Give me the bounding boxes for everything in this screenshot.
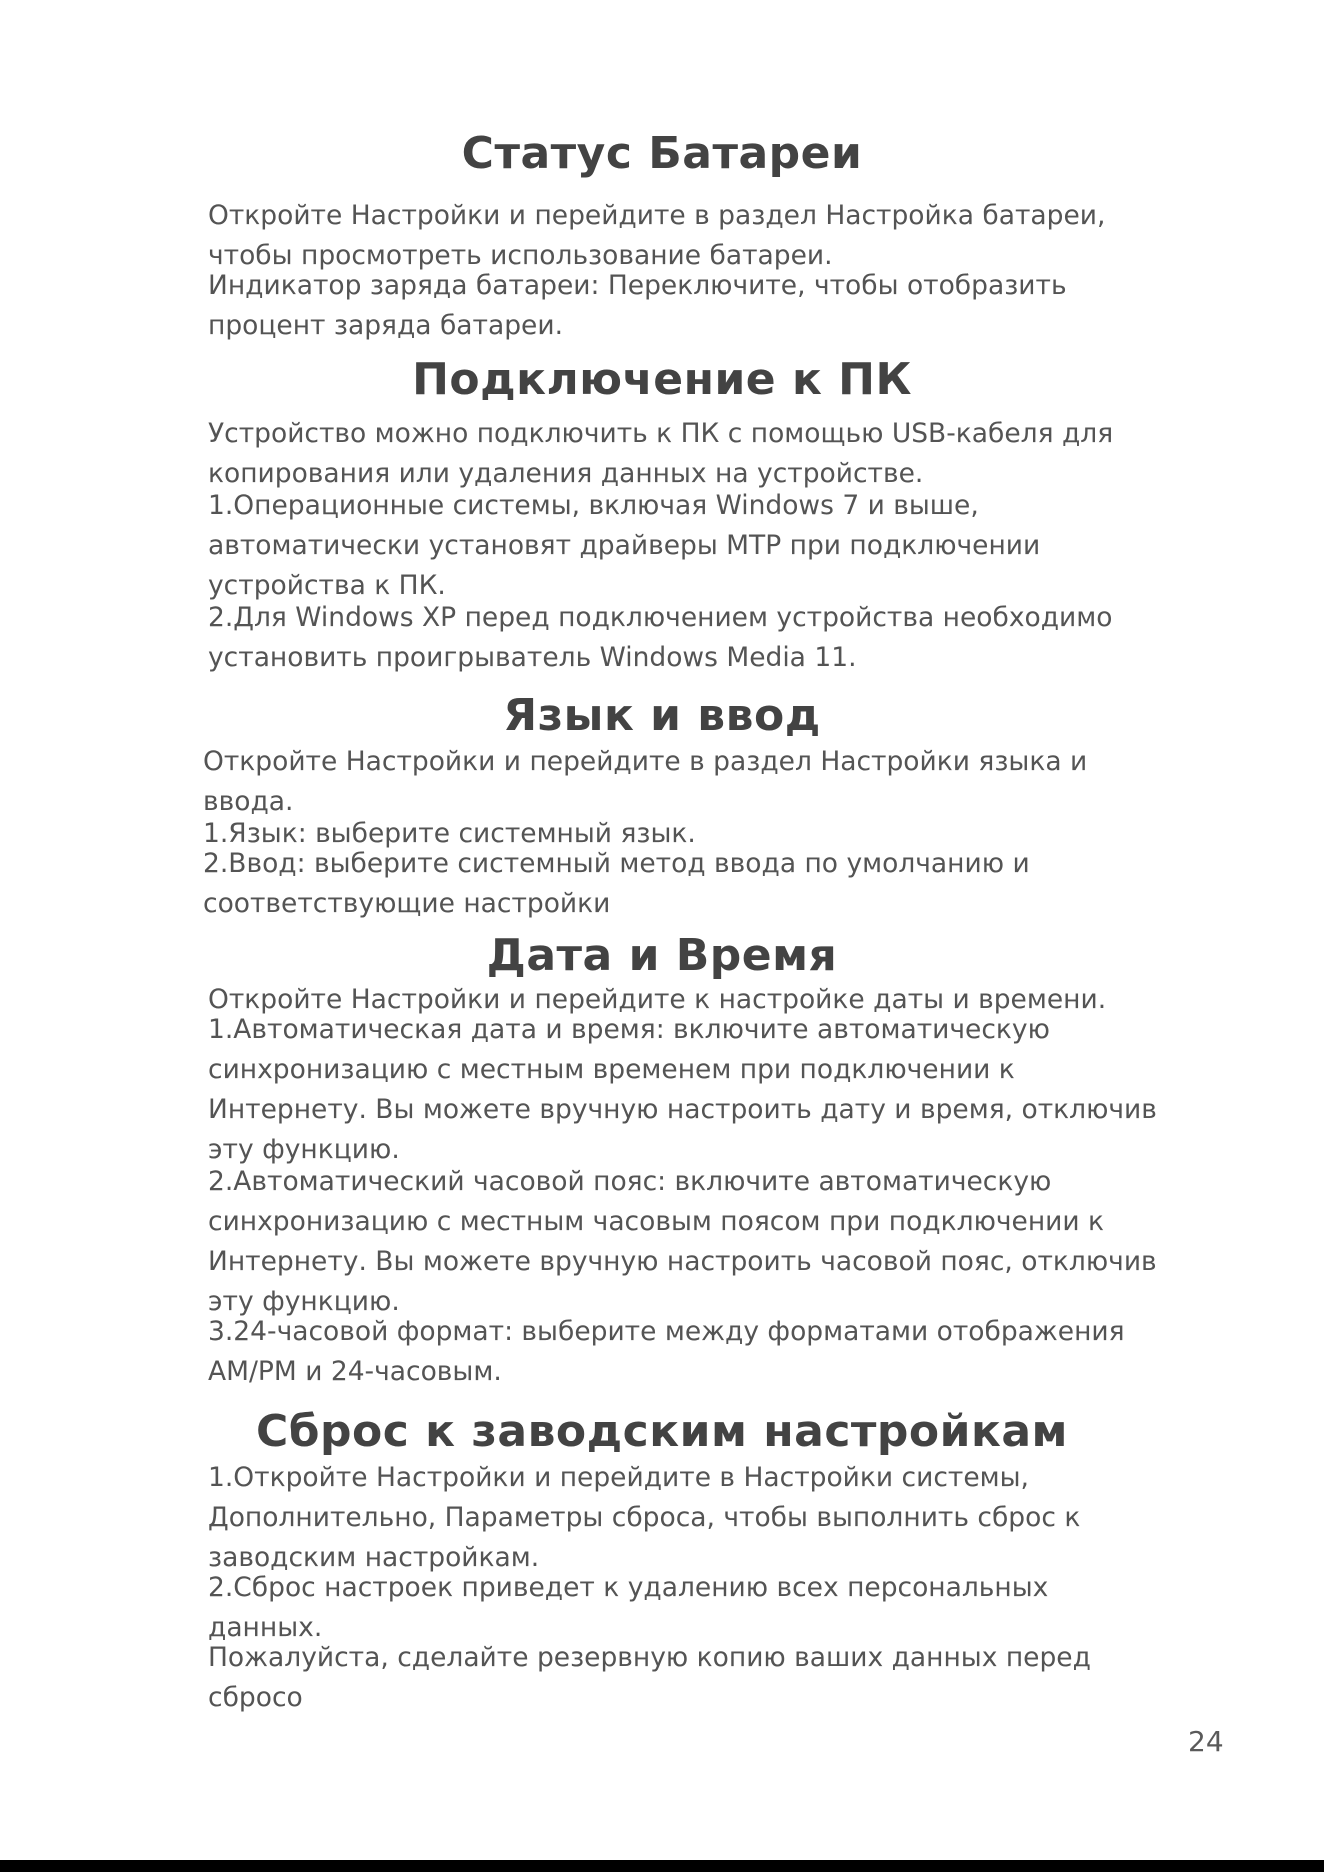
heading-language: Язык и ввод: [503, 690, 821, 741]
section-factory-reset: [0, 1404, 1324, 1460]
reset-paragraph-1: 1.Откройте Настройки и перейдите в Настройки системы, Дополнительно, Параметры сброса, чтобы выполнить сброс к заводским настройкам.: [208, 1462, 1081, 1573]
language-paragraph-3: 2.Ввод: выберите системный метод ввода по умолчанию и соответствующие настройки: [203, 848, 1030, 919]
heading-factory-reset: Сброс к заводским настройкам: [256, 1406, 1068, 1457]
reset-paragraph-3: Пожалуйста, сделайте резервную копию ваших данных перед сбросо: [208, 1642, 1091, 1713]
battery-paragraph-2: Индикатор заряда батареи: Переключите, чтобы отобразить процент заряда батареи.: [208, 270, 1067, 341]
datetime-paragraph-1: Откройте Настройки и перейдите к настройке даты и времени.: [208, 984, 1107, 1015]
pc-paragraph-2: 1.Операционные системы, включая Windows 7 и выше, автоматически установят драйверы MTP при подключении устройства к ПК.: [208, 490, 1041, 601]
datetime-paragraph-2: 1.Автоматическая дата и время: включите автоматическую синхронизацию с местным временем при подключении к Интернету. Вы можете вручную настроить дату и время, отключив эту функцию.: [208, 1014, 1157, 1165]
heading-date-time: Дата и Время: [486, 930, 838, 981]
page-bottom-edge: [0, 1860, 1324, 1872]
page-number: 24: [1188, 1725, 1224, 1758]
section-date-time: [0, 928, 1324, 984]
pc-paragraph-3: 2.Для Windows XP перед подключением устройства необходимо установить проигрыватель Windows Media 11.: [208, 602, 1113, 673]
heading-battery: Статус Батареи: [461, 128, 863, 179]
pc-paragraph-1: Устройство можно подключить к ПК с помощью USB-кабеля для копирования или удаления данных на устройстве.: [208, 418, 1114, 489]
datetime-paragraph-4: 3.24-часовой формат: выберите между форматами отображения AM/PM и 24-часовым.: [208, 1316, 1125, 1387]
language-paragraph-1: Откройте Настройки и перейдите в раздел Настройки языка и ввода.: [203, 746, 1088, 817]
reset-paragraph-2: 2.Сброс настроек приведет к удалению всех персональных данных.: [208, 1572, 1049, 1643]
language-paragraph-2: 1.Язык: выберите системный язык.: [203, 818, 696, 849]
battery-paragraph-1: Откройте Настройки и перейдите в раздел Настройка батареи, чтобы просмотреть использование батареи.: [208, 200, 1106, 271]
datetime-paragraph-3: 2.Автоматический часовой пояс: включите автоматическую синхронизацию с местным часовым поясом при подключении к Интернету. Вы можете вручную настроить часовой пояс, отключив эту функцию.: [208, 1166, 1157, 1317]
heading-pc-connection: Подключение к ПК: [412, 354, 912, 405]
section-language: [0, 688, 1324, 744]
section-battery: [0, 126, 1324, 182]
section-pc-connection: [0, 352, 1324, 408]
